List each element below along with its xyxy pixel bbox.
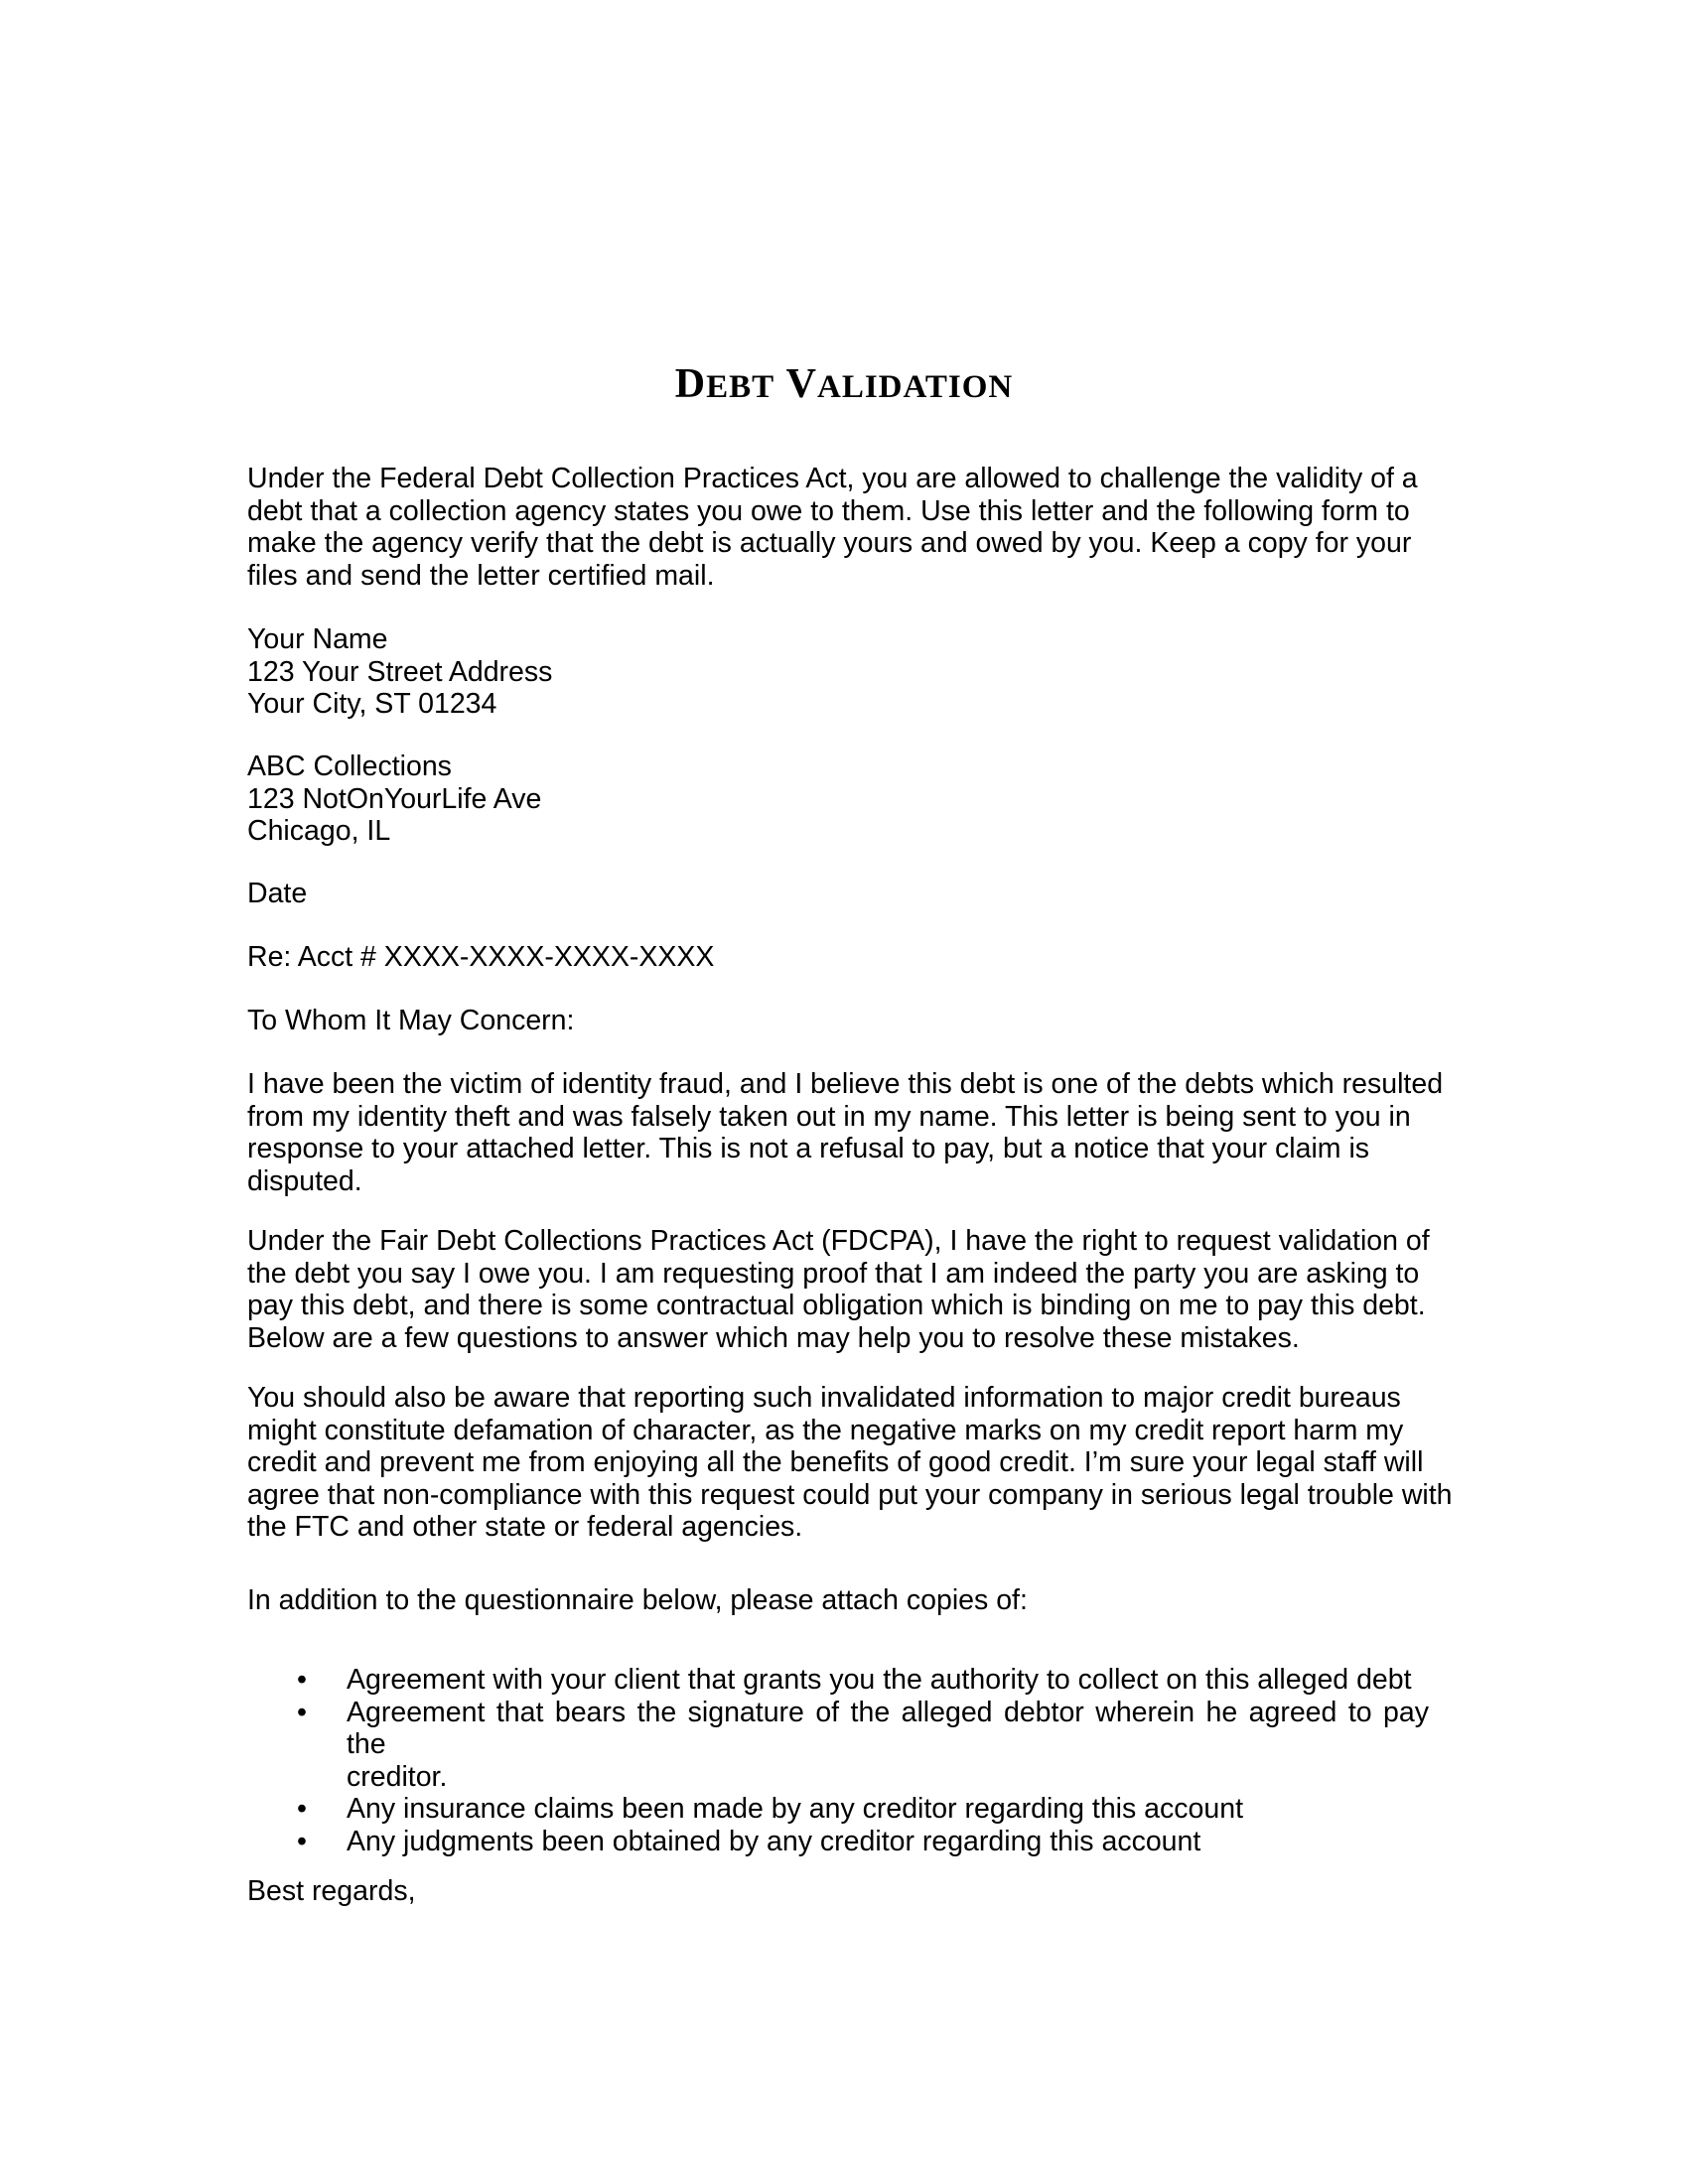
paragraph-line: agree that non-compliance with this request could put your company in serious legal trouble with <box>247 1478 1453 1511</box>
attachments-intro: In addition to the questionnaire below, please attach copies of: <box>247 1584 1028 1616</box>
list-item <box>247 1826 1439 1858</box>
list-item <box>247 1664 1439 1697</box>
list-item <box>247 1793 1439 1826</box>
sender-street: 123 Your Street Address <box>247 655 553 688</box>
list-item-text: Agreement that bears the signature of the alleged debtor wherein he agreed to pay the <box>347 1696 1429 1760</box>
paragraph-line: Under the Fair Debt Collections Practices Act (FDCPA), I have the right to request validation of <box>247 1225 1430 1257</box>
list-item-text: Any insurance claims been made by any creditor regarding this account <box>347 1793 1243 1825</box>
paragraph-line: the FTC and other state or federal agencies. <box>247 1511 803 1543</box>
intro-line: Under the Federal Debt Collection Practices Act, you are allowed to challenge the validity of a <box>247 463 1418 494</box>
recipient-address <box>247 751 1439 848</box>
recipient-name: ABC Collections <box>247 751 452 782</box>
paragraph-line: I have been the victim of identity fraud, and I believe this debt is one of the debts which resulted <box>247 1068 1444 1100</box>
document-title <box>0 359 1688 412</box>
paragraph-line: from my identity theft and was falsely taken out in my name. This letter is being sent to you in <box>247 1100 1411 1133</box>
paragraph-fdcpa <box>247 1225 1439 1354</box>
paragraph-defamation <box>247 1382 1453 1544</box>
paragraph-line: disputed. <box>247 1164 362 1197</box>
paragraph-line: response to your attached letter. This is not a refusal to pay, but a notice that your claim is <box>247 1133 1370 1164</box>
list-item-text-continued: creditor. <box>347 1760 448 1793</box>
paragraph-identity-fraud <box>247 1068 1444 1197</box>
bullet-icon: • <box>297 1793 307 1825</box>
recipient-city: Chicago, IL <box>247 815 391 847</box>
intro-line: debt that a collection agency states you owe to them. Use this letter and the following form to <box>247 494 1410 527</box>
attachments-list <box>247 1664 1439 1857</box>
letter-date: Date <box>247 878 308 909</box>
intro-paragraph <box>247 463 1439 592</box>
title-initial-v: V <box>785 361 817 407</box>
title-initial-d: D <box>674 361 707 407</box>
paragraph-line: You should also be aware that reporting such invalidated information to major credit bureaus <box>247 1382 1401 1414</box>
paragraph-line: credit and prevent me from enjoying all the benefits of good credit. I’m sure your legal staff will <box>247 1446 1424 1478</box>
list-item-text: Any judgments been obtained by any creditor regarding this account <box>347 1825 1201 1857</box>
paragraph-line: Below are a few questions to answer which may help you to resolve these mistakes. <box>247 1321 1300 1354</box>
bullet-icon: • <box>297 1664 307 1696</box>
intro-line: make the agency verify that the debt is actually yours and owed by you. Keep a copy for your <box>247 527 1412 559</box>
paragraph-line: the debt you say I owe you. I am requesting proof that I am indeed the party you are asking to <box>247 1257 1420 1290</box>
closing: Best regards, <box>247 1875 416 1907</box>
title-rest-ebt: EBT <box>706 369 775 405</box>
list-item-text: Agreement with your client that grants you the authority to collect on this alleged debt <box>347 1664 1412 1696</box>
reference-line: Re: Acct # XXXX-XXXX-XXXX-XXXX <box>247 941 715 973</box>
bullet-icon: • <box>297 1696 307 1728</box>
salutation: To Whom It May Concern: <box>247 1005 575 1036</box>
sender-city: Your City, ST 01234 <box>247 688 497 720</box>
paragraph-line: pay this debt, and there is some contractual obligation which is binding on me to pay this debt. <box>247 1290 1426 1321</box>
title-rest-alidation: ALIDATION <box>816 369 1014 405</box>
sender-name: Your Name <box>247 623 388 655</box>
bullet-icon: • <box>297 1825 307 1857</box>
sender-address <box>247 623 1439 721</box>
intro-line: files and send the letter certified mail. <box>247 559 715 592</box>
recipient-street: 123 NotOnYourLife Ave <box>247 782 542 815</box>
paragraph-line: might constitute defamation of character, as the negative marks on my credit report harm my <box>247 1414 1404 1446</box>
list-item <box>247 1697 1439 1794</box>
